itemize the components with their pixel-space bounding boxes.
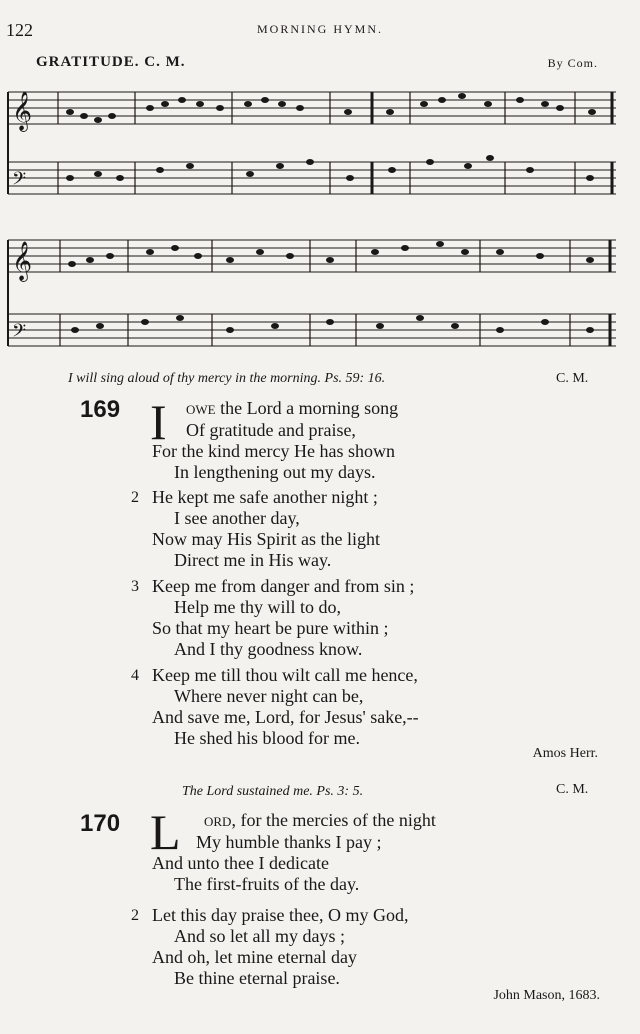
verse-line: And oh, let mine eternal day <box>152 947 357 967</box>
hymn169-first-line-rest: the Lord a morning song <box>215 398 399 418</box>
verse-line: Keep me from danger and from sin ; <box>152 576 415 596</box>
bass-clef-icon: 𝄢 <box>12 321 27 346</box>
hymn170-line: And unto thee I dedicate <box>152 853 329 873</box>
hymn169-first-line <box>186 398 398 419</box>
bass-clef-icon: 𝄢 <box>12 169 27 194</box>
hymn169-meter: C. M. <box>556 371 589 386</box>
hymn170-line: My humble thanks I pay ; <box>196 832 382 852</box>
hymn170-meter: C. M. <box>556 782 589 797</box>
hymn169-line: For the kind mercy He has shown <box>152 441 395 461</box>
hymn170-line: The first-fruits of the day. <box>174 874 360 894</box>
hymn169-author: Amos Herr. <box>532 746 598 761</box>
hymn170-epigraph: The Lord sustained me. Ps. 3: 5. <box>182 784 364 799</box>
running-head: MORNING HYMN. <box>256 22 383 36</box>
music-score <box>0 76 640 356</box>
hymn170-first-line-rest: , for the mercies of the night <box>231 810 436 830</box>
treble-clef-icon: 𝄞 <box>12 241 33 281</box>
page-number: 122 <box>6 20 33 40</box>
hymn169-line: In lengthening out my days. <box>174 462 376 482</box>
hymn169-line: Of gratitude and praise, <box>186 420 356 440</box>
verse-line: Now may His Spirit as the light <box>152 529 380 549</box>
hymn170-first-word-rest: ord <box>204 810 232 830</box>
hymn169-dropcap: I <box>150 394 167 450</box>
tune-name: GRATITUDE. C. M. <box>36 54 186 70</box>
staff-bass-2 <box>8 314 616 346</box>
verse-number: 2 <box>131 489 139 506</box>
verse-line: Let this day praise thee, O my God, <box>152 905 409 925</box>
verse-line: He shed his blood for me. <box>174 728 360 748</box>
verse-number: 3 <box>131 578 139 595</box>
staff-bass-1 <box>8 162 616 194</box>
bar-lines <box>58 92 612 346</box>
hymn170-dropcap: L <box>150 804 181 860</box>
hymn170-author: John Mason, 1683. <box>493 988 600 1003</box>
hymn170-number: 170 <box>80 810 121 837</box>
verse-line: Keep me till thou wilt call me hence, <box>152 665 418 685</box>
verse-number: 4 <box>131 667 139 684</box>
verse-line: Help me thy will to do, <box>174 597 341 617</box>
verse-line: I see another day, <box>174 508 300 528</box>
hymn169-epigraph: I will sing aloud of thy mercy in the morning. Ps. 59: 16. <box>68 371 386 386</box>
treble-clef-icon: 𝄞 <box>12 91 33 131</box>
tune-composer: By Com. <box>547 56 598 70</box>
staff-treble-2 <box>8 240 616 272</box>
verse-line: He kept me safe another night ; <box>152 487 378 507</box>
hymn169-number: 169 <box>80 396 121 423</box>
verse-line: So that my heart be pure within ; <box>152 618 389 638</box>
verse-line: And so let all my days ; <box>174 926 345 946</box>
verse-line: And I thy goodness know. <box>174 639 363 659</box>
verse-number: 2 <box>131 907 139 924</box>
hymn169-first-word-rest: owe <box>186 398 216 418</box>
verse-line: Where never night can be, <box>174 686 364 706</box>
hymn170-first-line <box>204 810 436 831</box>
verse-line: Direct me in His way. <box>174 550 332 570</box>
notes <box>66 93 596 333</box>
verse-line: Be thine eternal praise. <box>174 968 340 988</box>
verse-line: And save me, Lord, for Jesus' sake,-- <box>152 707 419 727</box>
